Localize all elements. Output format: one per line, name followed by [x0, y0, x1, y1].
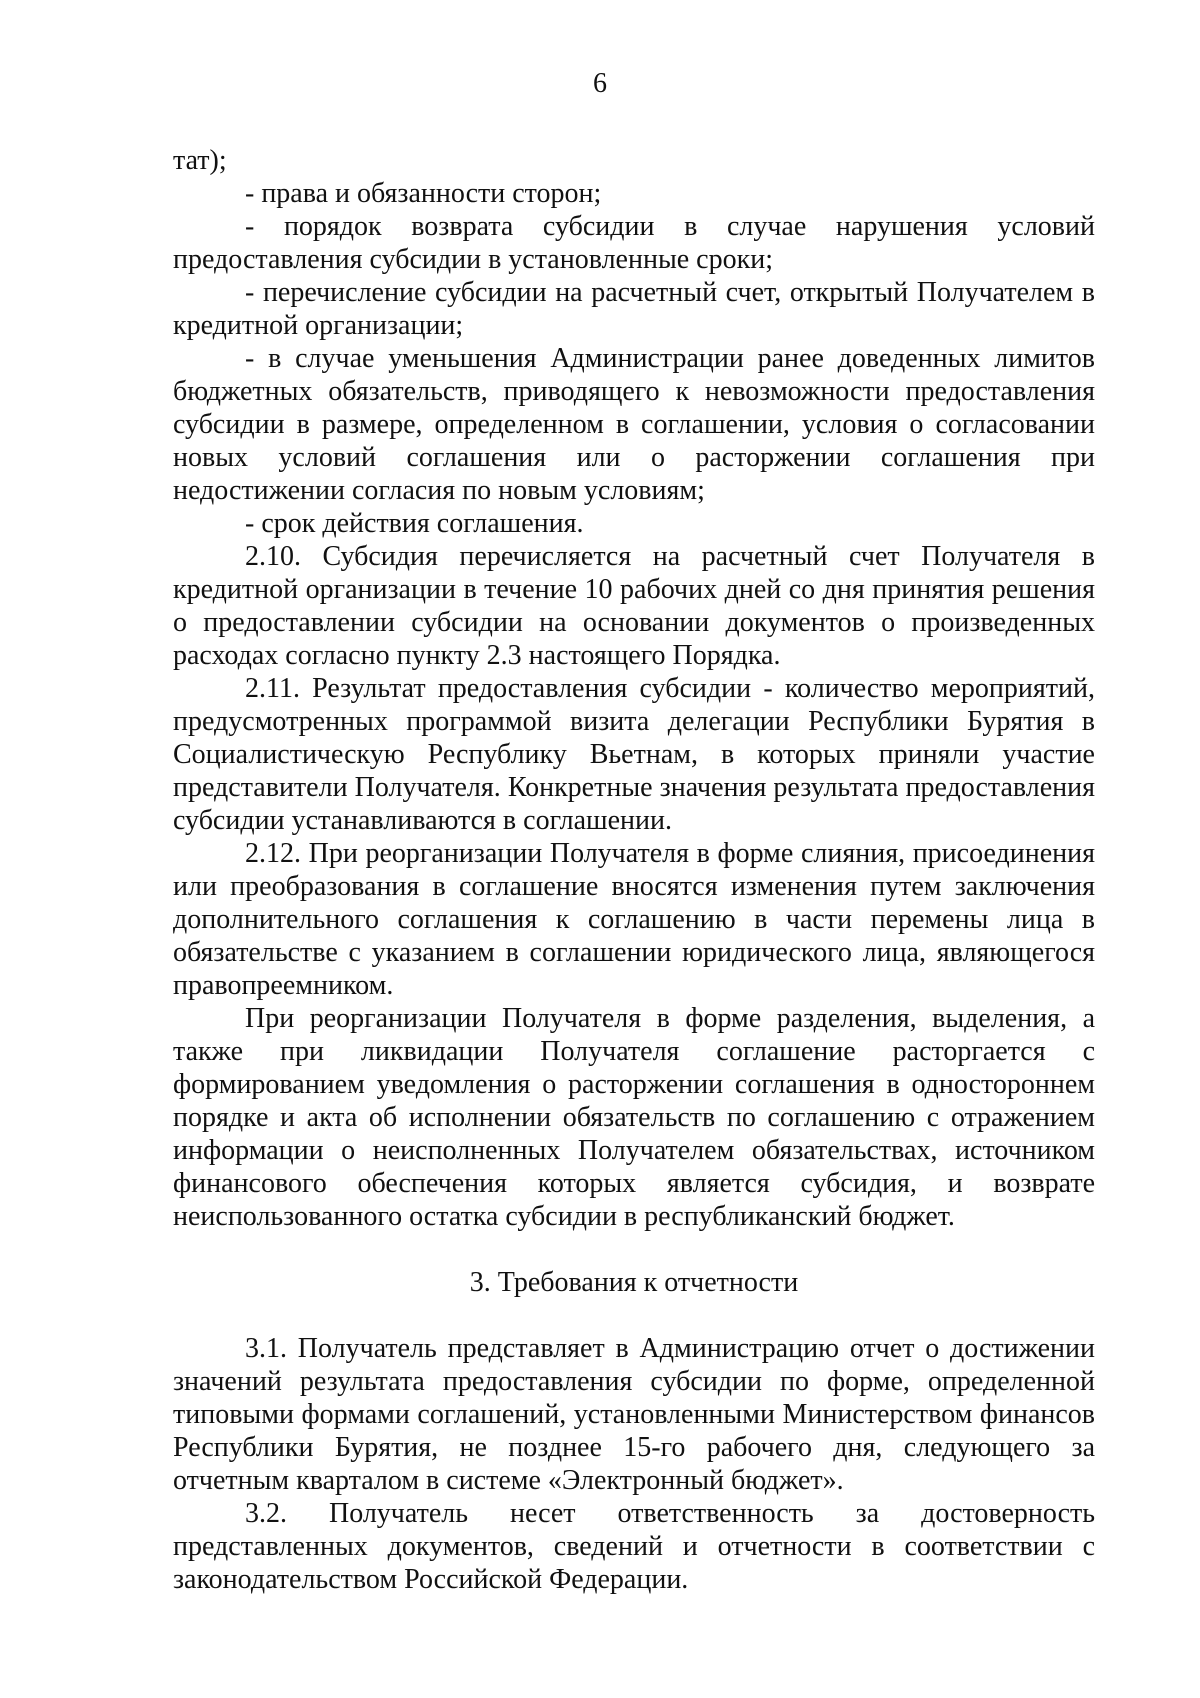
paragraph-3-2: 3.2. Получатель несет ответственность за достоверность представленных документов, сведений и отчетности в соответствии с законодательством Российской Федерации.	[173, 1498, 1095, 1595]
list-item-limits-reduction: - в случае уменьшения Администрации ранее доведенных лимитов бюджетных обязательств, приводящего к невозможности предоставления субсидии в размере, определенном в соглашении, условия о согласовании новых условий соглашения или о расторжении соглашения при недостижении согласия по новым условиям;	[173, 343, 1095, 506]
paragraph-3-1: 3.1. Получатель представляет в Администрацию отчет о достижении значений результата предоставления субсидии по форме, определенной типовыми формами соглашений, установленными Министерством финансов Республики Бурятия, не позднее 15-го рабочего дня, следующего за отчетным кварталом в системе «Электронный бюджет».	[173, 1333, 1095, 1496]
paragraph-continuation: тат);	[173, 145, 227, 176]
paragraph-2-11: 2.11. Результат предоставления субсидии - количество мероприятий, предусмотренных программой визита делегации Республики Бурятия в Социалистическую Республику Вьетнам, в которых приняли участие представители Получателя. Конкретные значения результата предоставления субсидии устанавливаются в соглашении.	[173, 673, 1095, 836]
list-item-term: - срок действия соглашения.	[245, 508, 584, 539]
paragraph-2-12: 2.12. При реорганизации Получателя в форме слияния, присоединения или преобразования в соглашение вносятся изменения путем заключения дополнительного соглашения к соглашению в части перемены лица в обязательстве с указанием в соглашении юридического лица, являющегося правопреемником.	[173, 838, 1095, 1001]
paragraph-2-10: 2.10. Субсидия перечисляется на расчетный счет Получателя в кредитной организации в течение 10 рабочих дней со дня принятия решения о предоставлении субсидии на основании документов о произведенных расходах согласно пункту 2.3 настоящего Порядка.	[173, 541, 1095, 671]
paragraph-reorganization: При реорганизации Получателя в форме разделения, выделения, а также при ликвидации Получателя соглашение расторгается с формированием уведомления о расторжении соглашения в одностороннем порядке и акта об исполнении обязательств по соглашению с отражением информации о неисполненных Получателем обязательствах, источником финансового обеспечения которых является субсидия, и возврате неиспользованного остатка субсидии в республиканский бюджет.	[173, 1003, 1095, 1232]
list-item-transfer: - перечисление субсидии на расчетный счет, открытый Получателем в кредитной организации;	[173, 277, 1095, 341]
list-item-rights: - права и обязанности сторон;	[245, 178, 602, 209]
document-body	[173, 144, 1095, 1596]
list-item-refund-order: - порядок возврата субсидии в случае нарушения условий предоставления субсидии в установленные сроки;	[173, 211, 1095, 275]
page-number: 6	[593, 68, 607, 99]
section-heading: 3. Требования к отчетности	[469, 1267, 799, 1298]
